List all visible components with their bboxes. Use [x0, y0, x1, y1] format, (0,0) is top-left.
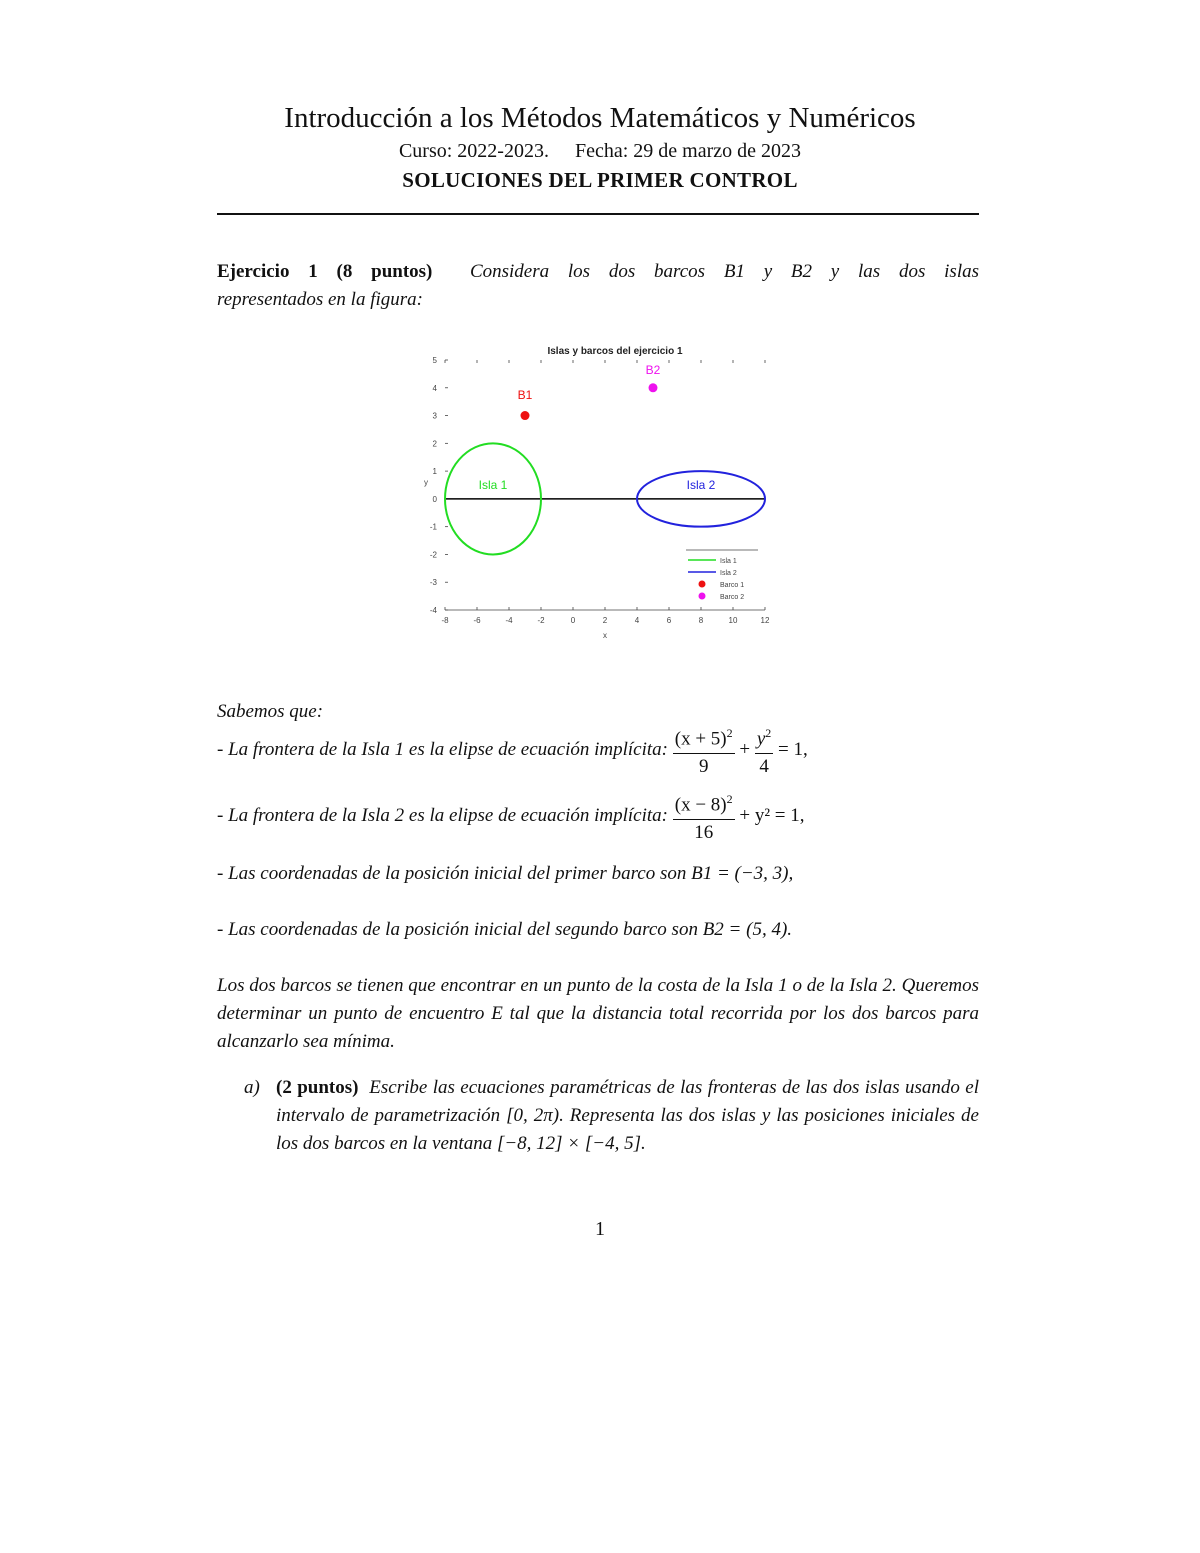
fraction-isla2-x-den: 16	[694, 821, 714, 843]
y-tick-label: 3	[432, 411, 437, 421]
x-tick-label: 12	[760, 616, 770, 625]
exercise-points: (8 puntos)	[336, 261, 433, 282]
x-tick-label: -4	[505, 616, 513, 625]
annotation-isla-1: Isla 1	[478, 478, 508, 493]
fraction-isla1-y: $\frac{y^2}{4}$	[755, 720, 773, 779]
y-tick-label: 5	[432, 356, 437, 365]
item-isla1: - La frontera de la Isla 1 es la elipse de ecuación implícita: $\frac{(x + 5)^2}{9}$ + $\frac{y^2}{4}$ = 1,	[217, 722, 979, 778]
y-tick-label: -4	[429, 606, 437, 615]
fraction-isla1-y-den: 4	[759, 755, 769, 777]
y-tick-label: 4	[432, 383, 437, 393]
exercise-label: Ejercicio 1	[217, 261, 318, 282]
item-isla2	[217, 788, 979, 844]
exercise-intro-line1: Considera los dos barcos B1 y B2 y las dos islas	[469, 261, 979, 282]
legend-swatch-dot	[699, 581, 706, 588]
x-tick-label: 8	[698, 616, 704, 625]
series-barco-1-point	[521, 411, 530, 420]
item-isla2-rest: + y² = 1,	[739, 805, 805, 826]
item-isla1-text: - La frontera de la Isla 1 es la elipse de ecuación implícita:	[217, 739, 668, 760]
page-number: 1	[595, 1218, 605, 1240]
x-tick-label: 2	[602, 616, 608, 625]
fraction-isla1-y-num: y	[756, 728, 766, 750]
exercise-intro	[217, 258, 979, 314]
x-tick-label: -6	[473, 616, 481, 625]
annotation-isla-2: Isla 2	[686, 478, 716, 493]
legend-label: Barco 1	[720, 582, 745, 589]
x-tick-label: -2	[537, 616, 545, 625]
chart-title: Islas y barcos del ejercicio 1	[547, 346, 683, 357]
part-a-label: a)	[244, 1077, 260, 1098]
fraction-isla1-x-den: 9	[698, 755, 709, 777]
exercise-intro-line2: representados en la figura:	[217, 289, 423, 310]
fraction-isla2-x-num: (x − 8)	[674, 794, 727, 816]
item-barco2-text: - Las coordenadas de la posición inicial del segundo barco son	[217, 919, 698, 940]
course-date-line	[0, 140, 1200, 163]
y-tick-label: -3	[429, 578, 437, 588]
x-tick-label: 0	[570, 616, 576, 625]
y-tick-label: 1	[432, 467, 437, 477]
annotation-b2: B2	[645, 362, 661, 377]
series-barco-2-point	[649, 383, 658, 392]
y-axis-label: y	[424, 478, 428, 487]
course-label: Curso: 2022-2023.	[398, 140, 549, 162]
item-barco1	[217, 860, 979, 888]
part-a	[244, 1074, 979, 1158]
document-title: Introducción a los Métodos Matemáticos y Numéricos	[284, 102, 916, 134]
document-subtitle: SOLUCIONES DEL PRIMER CONTROL	[402, 168, 798, 192]
item-barco1-math: B1 = (−3, 3),	[691, 863, 794, 884]
x-tick-label: -8	[441, 616, 449, 625]
y-tick-label: 2	[432, 439, 437, 449]
part-a-text: Escribe las ecuaciones paramétricas de las fronteras de las dos islas usando el intervalo de parametrización [0, 2π). Representa las dos islas y las posiciones iniciales de los dos barcos en la ventana [−8, 12] × [−4, 5].	[276, 1077, 980, 1154]
header-rule	[217, 213, 979, 215]
item-barco2-math: B2 = (5, 4).	[702, 919, 793, 940]
item-isla1-rest: = 1,	[778, 739, 808, 760]
legend-label: Isla 1	[720, 558, 737, 565]
x-tick-label: 10	[728, 616, 738, 625]
islands-ships-chart	[420, 338, 780, 648]
item-barco2	[217, 916, 979, 944]
x-tick-label: 4	[634, 616, 640, 625]
x-tick-label: 6	[666, 616, 672, 625]
y-tick-label: -1	[429, 522, 437, 532]
sabemos-label: Sabemos que:	[217, 701, 324, 722]
fraction-isla1-x: $\frac{(x + 5)^2}{9}$	[673, 720, 735, 779]
item-isla2-text: - La frontera de la Isla 2 es la elipse de ecuación implícita:	[217, 805, 668, 826]
fraction-isla1-x-num: (x + 5)	[674, 728, 727, 750]
legend-label: Isla 2	[720, 570, 737, 577]
legend-swatch-dot	[699, 593, 706, 600]
part-a-points: (2 puntos)	[276, 1077, 359, 1098]
annotation-b1: B1	[517, 387, 533, 402]
y-tick-label: -2	[429, 550, 437, 560]
fraction-isla2-x: $\frac{(x - 8)^2}{16}$	[673, 786, 735, 845]
item-barco1-text: - Las coordenadas de la posición inicial del primer barco son	[217, 863, 687, 884]
problem-paragraph: Los dos barcos se tienen que encontrar en un punto de la costa de la Isla 1 o de la Isla 2. Queremos determinar un punto de encuentro E tal que la distancia total recorrida por los dos barcos para alcanzarlo sea mínima.	[217, 975, 979, 1052]
x-axis-label: x	[603, 631, 607, 640]
date-label: Fecha: 29 de marzo de 2023	[574, 140, 802, 162]
y-tick-label: 0	[432, 494, 437, 504]
legend-label: Barco 2	[720, 594, 745, 601]
